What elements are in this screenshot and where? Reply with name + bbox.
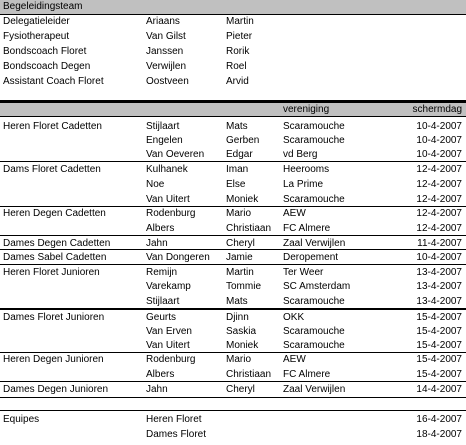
event-name: Heren Degen Cadetten <box>3 208 106 219</box>
club: Scaramouche <box>283 326 345 337</box>
club: Ter Weer <box>283 267 324 278</box>
last-name: Rodenburg <box>146 354 196 365</box>
group-divider <box>0 410 466 411</box>
last-name: Stijlaart <box>146 296 180 307</box>
staff-role: Bondscoach Degen <box>3 61 91 72</box>
first-name: Djinn <box>226 312 249 323</box>
club: Scaramouche <box>283 194 345 205</box>
first-name: Christiaan <box>226 223 272 234</box>
group-divider <box>0 308 466 310</box>
team-date: 16-4-2007 <box>416 414 462 425</box>
divider <box>0 116 466 117</box>
club: Deropement <box>283 252 339 263</box>
last-name: Van Erven <box>146 326 192 337</box>
fencing-date: 15-4-2007 <box>416 369 462 380</box>
last-name: Albers <box>146 223 175 234</box>
section-title: Begeleidingsteam <box>3 1 83 12</box>
last-name: Albers <box>146 369 175 380</box>
club: AEW <box>283 208 306 219</box>
group-divider <box>0 397 466 398</box>
last-name: Van Uitert <box>146 340 190 351</box>
first-name: Mats <box>226 121 248 132</box>
last-name: Stijlaart <box>146 121 180 132</box>
fencing-date: 12-4-2007 <box>416 164 462 175</box>
first-name: Mario <box>226 208 252 219</box>
team-date: 18-4-2007 <box>416 429 462 440</box>
last-name: Van Uitert <box>146 194 190 205</box>
fencing-date: 12-4-2007 <box>416 194 462 205</box>
club: La Prime <box>283 179 324 190</box>
event-name: Dames Degen Junioren <box>3 384 109 395</box>
fencing-date: 12-4-2007 <box>416 179 462 190</box>
fencing-date: 12-4-2007 <box>416 223 462 234</box>
first-name: Cheryl <box>226 384 255 395</box>
club: Scaramouche <box>283 135 345 146</box>
first-name: Cheryl <box>226 238 255 249</box>
club: SC Amsterdam <box>283 281 351 292</box>
column-header-date: schermdag <box>412 104 462 115</box>
group-divider <box>0 381 466 382</box>
fencing-date: 15-4-2007 <box>416 312 462 323</box>
event-name: Dams Floret Cadetten <box>3 164 101 175</box>
fencing-date: 11-4-2007 <box>417 238 462 249</box>
staff-last-name: Ariaans <box>146 16 180 27</box>
last-name: Jahn <box>146 384 168 395</box>
team-name: Dames Floret <box>146 429 207 440</box>
first-name: Moniek <box>226 340 259 351</box>
event-name: Heren Degen Junioren <box>3 354 104 365</box>
event-name: Dames Degen Cadetten <box>3 238 111 249</box>
last-name: Noe <box>146 179 165 190</box>
column-header-club: vereniging <box>283 104 330 115</box>
fencing-date: 12-4-2007 <box>416 208 462 219</box>
event-name: Heren Floret Junioren <box>3 267 100 278</box>
last-name: Remijn <box>146 267 178 278</box>
first-name: Jamie <box>226 252 253 263</box>
event-name: Dames Sabel Cadetten <box>3 252 107 263</box>
first-name: Christiaan <box>226 369 272 380</box>
fencing-date: 13-4-2007 <box>416 281 462 292</box>
staff-last-name: Verwijlen <box>146 61 187 72</box>
first-name: Saskia <box>226 326 257 337</box>
fencing-date: 13-4-2007 <box>416 296 462 307</box>
group-divider <box>0 161 466 162</box>
first-name: Iman <box>226 164 249 175</box>
team-name: Heren Floret <box>146 414 202 425</box>
staff-first-name: Pieter <box>226 31 253 42</box>
staff-last-name: Van Gilst <box>146 31 186 42</box>
club: Scaramouche <box>283 121 345 132</box>
fencing-date: 10-4-2007 <box>416 149 462 160</box>
fencing-date: 15-4-2007 <box>416 354 462 365</box>
staff-first-name: Martin <box>226 16 254 27</box>
club: Scaramouche <box>283 296 345 307</box>
last-name: Varekamp <box>146 281 191 292</box>
club: FC Almere <box>283 223 331 234</box>
first-name: Else <box>226 179 246 190</box>
last-name: Engelen <box>146 135 183 146</box>
last-name: Van Oeveren <box>146 149 205 160</box>
last-name: Jahn <box>146 238 168 249</box>
club: vd Berg <box>283 149 318 160</box>
staff-role: Assistant Coach Floret <box>3 76 104 87</box>
fencing-date: 10-4-2007 <box>416 121 462 132</box>
fencing-date: 10-4-2007 <box>416 135 462 146</box>
first-name: Moniek <box>226 194 259 205</box>
fencing-date: 15-4-2007 <box>416 340 462 351</box>
club: Scaramouche <box>283 340 345 351</box>
group-divider <box>0 264 466 265</box>
group-divider <box>0 235 466 236</box>
first-name: Tommie <box>226 281 262 292</box>
fencing-date: 14-4-2007 <box>416 384 462 395</box>
fencing-date: 10-4-2007 <box>416 252 462 263</box>
staff-last-name: Oostveen <box>146 76 189 87</box>
club: Zaal Verwijlen <box>283 384 346 395</box>
first-name: Martin <box>226 267 254 278</box>
last-name: Rodenburg <box>146 208 196 219</box>
staff-first-name: Roel <box>226 61 247 72</box>
first-name: Gerben <box>226 135 260 146</box>
staff-first-name: Rorik <box>226 46 250 57</box>
staff-role: Bondscoach Floret <box>3 46 87 57</box>
club: AEW <box>283 354 306 365</box>
equipes-label: Equipes <box>3 414 40 425</box>
last-name: Geurts <box>146 312 177 323</box>
staff-first-name: Arvid <box>226 76 249 87</box>
first-name: Mario <box>226 354 252 365</box>
club: Heerooms <box>283 164 330 175</box>
staff-role: Fysiotherapeut <box>3 31 70 42</box>
club: Zaal Verwijlen <box>283 238 346 249</box>
staff-role: Delegatieleider <box>3 16 70 27</box>
first-name: Edgar <box>226 149 253 160</box>
first-name: Mats <box>226 296 248 307</box>
event-name: Dames Floret Junioren <box>3 312 105 323</box>
event-name: Heren Floret Cadetten <box>3 121 102 132</box>
club: FC Almere <box>283 369 331 380</box>
fencing-date: 15-4-2007 <box>416 326 462 337</box>
staff-last-name: Janssen <box>146 46 184 57</box>
last-name: Kulhanek <box>146 164 188 175</box>
club: OKK <box>283 312 305 323</box>
last-name: Van Dongeren <box>146 252 210 263</box>
fencing-date: 13-4-2007 <box>416 267 462 278</box>
